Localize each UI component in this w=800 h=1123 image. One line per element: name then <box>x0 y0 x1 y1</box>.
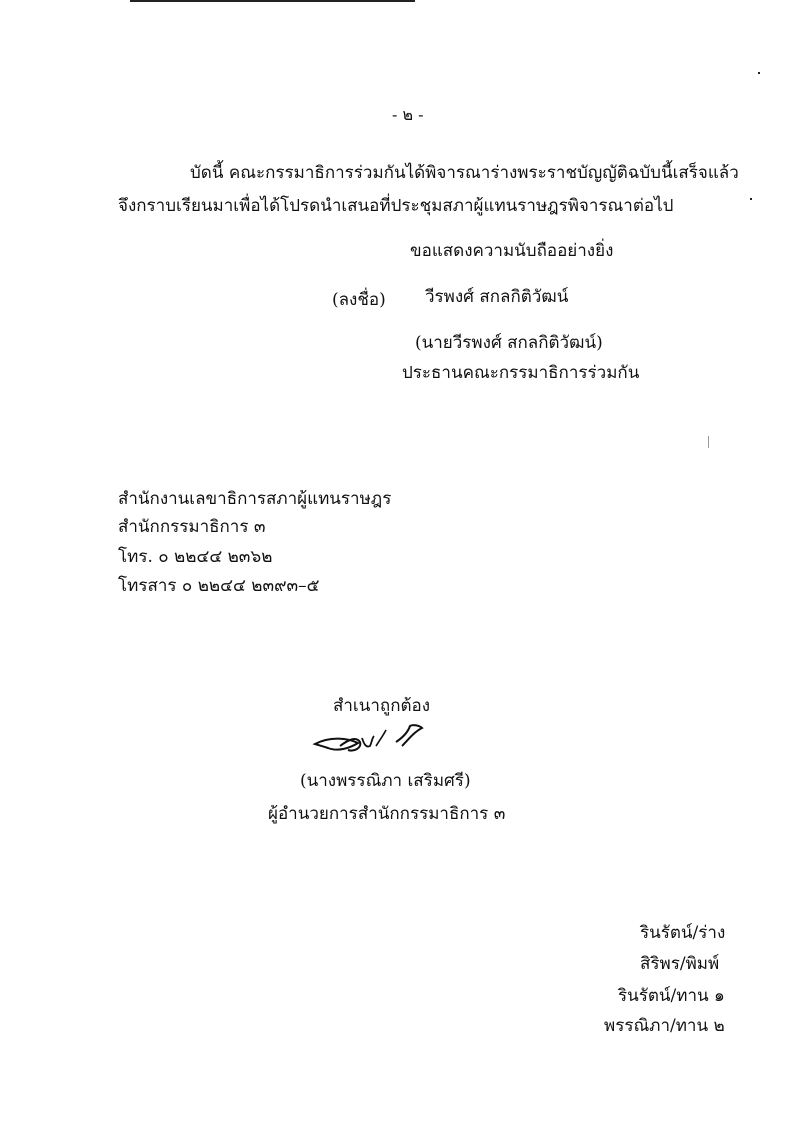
certifier-name: (นางพรรณิภา เสริมศรี) <box>300 771 471 791</box>
scan-dot <box>758 72 760 74</box>
page-number: - ๒ - <box>392 105 424 124</box>
office-line-2: สำนักกรรมาธิการ ๓ <box>118 517 266 537</box>
body-paragraph-line-1: บัดนี้ คณะกรรมาธิการร่วมกันได้พิจารณาร่างพระราชบัญญัติฉบับนี้เสร็จแล้ว <box>190 163 739 183</box>
scan-dot <box>750 198 752 200</box>
body-paragraph-line-2: จึงกราบเรียนมาเพื่อได้โปรดนำเสนอที่ประชุมสภาผู้แทนราษฎรพิจารณาต่อไป <box>118 196 674 216</box>
signed-prefix: (ลงชื่อ) <box>332 290 386 310</box>
handwritten-signature <box>310 718 440 768</box>
footer-note: สิริพร/พิมพ์ <box>640 954 720 974</box>
signed-name: วีรพงศ์ สกลกิติวัฒน์ <box>425 287 569 307</box>
footer-note: รินรัตน์/ร่าง <box>640 923 726 943</box>
footer-note: รินรัตน์/ทาน ๑ <box>618 986 725 1006</box>
scan-edge-mark <box>130 0 415 2</box>
signatory-full-name: (นายวีรพงศ์ สกลกิติวัฒน์) <box>415 333 603 353</box>
certifier-position: ผู้อำนวยการสำนักกรรมาธิการ ๓ <box>268 804 506 824</box>
scan-dot <box>708 436 709 448</box>
footer-note: พรรณิภา/ทาน ๒ <box>604 1016 725 1036</box>
closing-salutation: ขอแสดงความนับถืออย่างยิ่ง <box>410 241 614 261</box>
office-line-1: สำนักงานเลขาธิการสภาผู้แทนราษฎร <box>118 489 392 509</box>
office-fax: โทรสาร ๐ ๒๒๔๔ ๒๓๙๓–๕ <box>118 576 320 596</box>
signatory-position: ประธานคณะกรรมาธิการร่วมกัน <box>402 363 640 383</box>
office-phone: โทร. ๐ ๒๒๔๔ ๒๓๖๒ <box>118 547 273 567</box>
certification-label: สำเนาถูกต้อง <box>333 696 431 716</box>
